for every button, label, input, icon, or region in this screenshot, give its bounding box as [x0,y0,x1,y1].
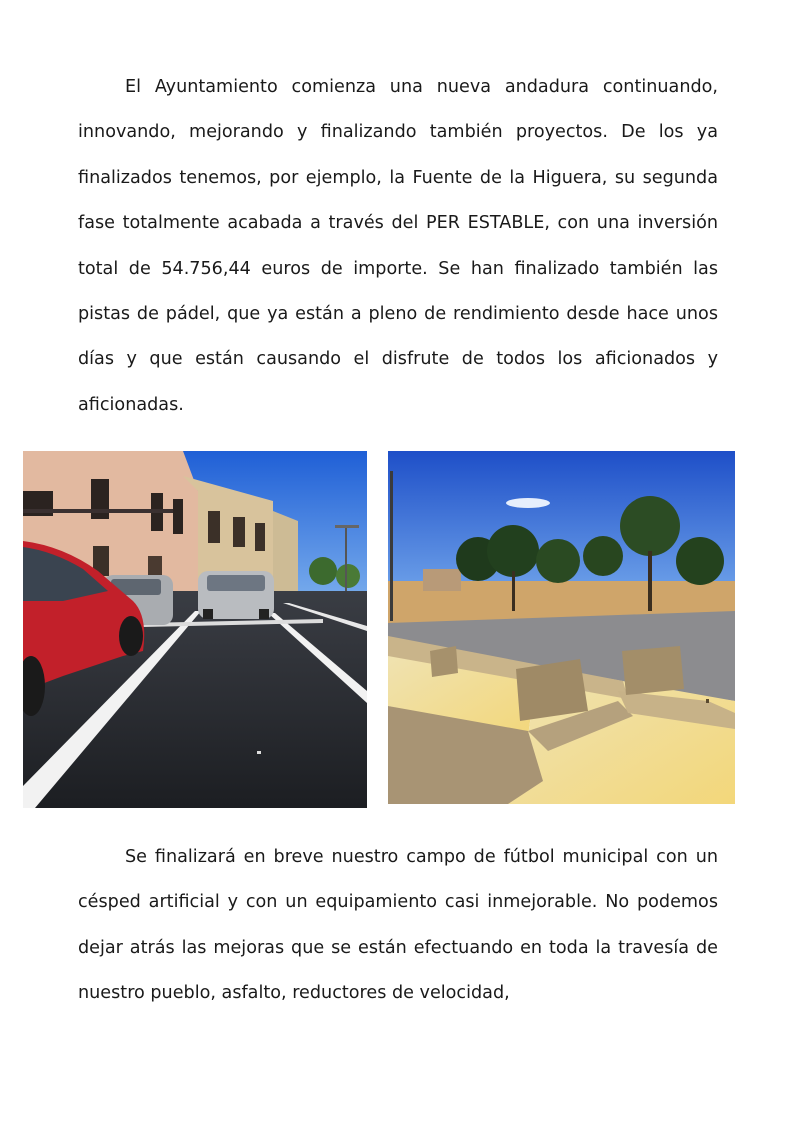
paragraph-1: El Ayuntamiento comienza una nueva andadura continuando, innovando, mejorando y finalizando también proyectos. De los ya finalizados tenemos, por ejemplo, la Fuente de la Higuera, su segunda fase totalmente acabada a través del PER ESTABLE, con una inversión total de 54.756,44 euros de importe. Se han finalizado también las pistas de pádel, que ya están a pleno de rendimiento desde hace unos días y que están causando el disfrute de todos los aficionados y aficionadas. [78,77,718,415]
paragraph-2: Se finalizará en breve nuestro campo de fútbol municipal con un césped artificial y con un equipamiento casi inmejorable. No podemos dejar atrás las mejoras que se están efectuando en toda la travesía de nuestro pueblo, asfalto, reductores de velocidad, [78,847,718,1004]
photo-parking-street [23,451,367,808]
photo-fountain [388,451,735,804]
